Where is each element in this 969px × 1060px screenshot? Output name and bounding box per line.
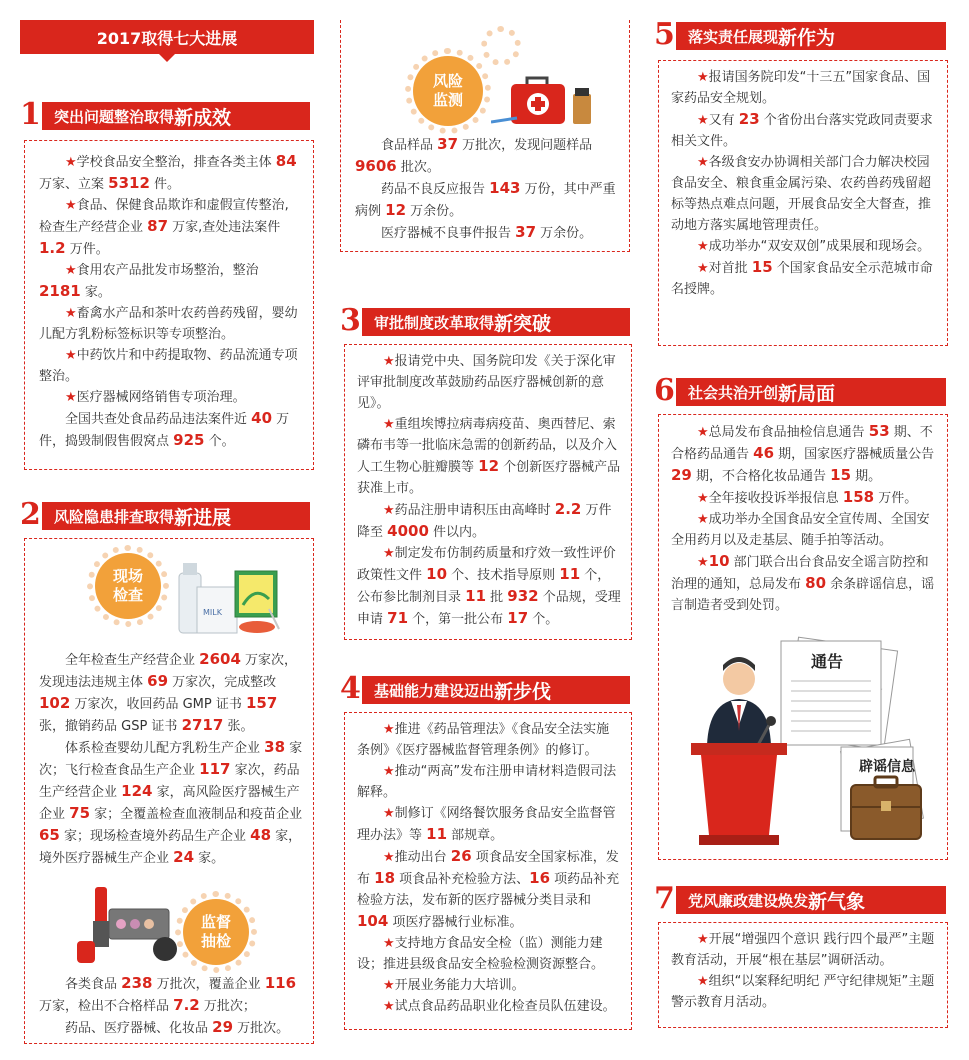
highlight-number: 69	[147, 672, 169, 690]
paragraph	[357, 933, 621, 975]
section-4-text	[357, 719, 621, 1017]
highlight-number: 10	[426, 565, 448, 583]
star-icon: ★	[697, 932, 709, 947]
section-title-prefix: 党风廉政建设焕发	[688, 891, 809, 910]
paragraph	[671, 421, 937, 487]
text-segment: 全年接收投诉举报信息	[708, 491, 843, 506]
highlight-number: 65	[39, 826, 60, 844]
highlight-number: 158	[842, 488, 875, 506]
highlight-number: 37	[515, 223, 537, 241]
text-segment: 医疗器械网络销售专项治理。	[76, 390, 246, 405]
tonggao-label: 通告	[811, 652, 844, 671]
paragraph	[39, 973, 305, 1017]
highlight-number: 16	[529, 869, 551, 887]
text-segment: 件。	[149, 177, 181, 192]
section-1-box	[24, 140, 314, 470]
text-segment: 万件。	[874, 491, 918, 506]
text-segment: 个，第一批公布	[408, 612, 508, 627]
paragraph	[39, 387, 301, 408]
highlight-number: 102	[39, 694, 71, 712]
text-segment: 期，国家医疗器械质量公告	[774, 447, 935, 462]
section-5-text	[671, 67, 937, 300]
highlight-number: 104	[357, 912, 389, 930]
highlight-number: 2181	[39, 282, 81, 300]
highlight-number: 40	[251, 409, 273, 427]
section-title-prefix: 审批制度改革取得	[374, 313, 495, 332]
paragraph	[357, 499, 621, 543]
text-segment: 期、不合格药品通告	[671, 425, 933, 462]
text-segment: 畜禽水产品和茶叶农药兽药残留，婴幼儿配方乳粉标签标识等专项整治。	[39, 306, 298, 342]
text-segment: 余条辟谣信息，谣言制造者受到处罚。	[671, 577, 935, 613]
star-icon: ★	[697, 113, 709, 128]
paragraph	[671, 487, 937, 509]
text-segment: 万家次，收回药品 GMP 证书	[70, 697, 246, 712]
highlight-number: 925	[173, 431, 205, 449]
text-segment: 万家次，完成整改	[168, 675, 277, 690]
text-segment: 期。	[851, 469, 882, 484]
section-3-box	[344, 344, 632, 640]
text-segment: 批	[486, 590, 508, 605]
text-segment: 食用农产品批发市场整治，整治	[76, 263, 259, 278]
section-5-box	[658, 60, 948, 346]
star-icon: ★	[383, 417, 395, 432]
text-segment: 家次，药品生产经营企业	[39, 763, 300, 800]
star-icon: ★	[697, 491, 709, 506]
highlight-number: 29	[671, 466, 692, 484]
star-icon: ★	[65, 390, 77, 405]
text-segment: 万批次，发现问题样品	[458, 138, 593, 153]
text-segment: 药品不良反应报告	[381, 182, 490, 197]
section-number: 7	[654, 881, 675, 916]
text-segment: 推动“两高”发布注册申请材料造假司法解释。	[357, 764, 617, 800]
section-4-header	[340, 671, 630, 706]
text-segment: 重组埃博拉病毒病疫苗、奥西替尼、索磷布韦等一批临床急需的创新药品，以及介入人工生物心脏瓣膜等	[357, 417, 618, 475]
paragraph	[671, 257, 937, 300]
highlight-number: 4000	[387, 522, 429, 540]
risk-monitoring-text	[355, 134, 621, 244]
text-segment: 成功举办全国食品安全宣传周、全国安全用药月以及走基层、随手拍等活动。	[671, 512, 930, 548]
section-title-prefix: 风险隐患排查取得	[54, 507, 175, 526]
star-icon: ★	[383, 978, 395, 993]
text-segment: 万件降至	[357, 503, 612, 540]
star-icon: ★	[383, 806, 395, 821]
section-number: 3	[340, 303, 361, 338]
paragraph	[39, 151, 301, 195]
paragraph	[671, 971, 937, 1013]
text-segment: 万件。	[65, 242, 109, 257]
text-segment: 成功举办“双安双创”成果展和现场会。	[708, 239, 931, 254]
text-segment: 万家次，发现违法违规主体	[39, 653, 298, 690]
star-icon: ★	[65, 198, 77, 213]
section-7-box	[658, 922, 948, 1028]
star-icon: ★	[697, 70, 709, 85]
main-banner	[20, 20, 314, 54]
text-segment: 件以内。	[428, 525, 486, 540]
paragraph	[39, 1017, 305, 1039]
section-2-box	[24, 538, 314, 1044]
paragraph	[355, 178, 621, 222]
highlight-number: 5312	[108, 174, 150, 192]
highlight-number: 46	[753, 444, 775, 462]
text-segment: 个品规，受理申请	[357, 590, 621, 627]
paragraph	[355, 222, 621, 244]
section-7-text	[671, 929, 937, 1013]
text-segment: 万件，捣毁制假售假窝点	[39, 412, 290, 449]
text-segment: 家，境外医疗器械生产企业	[39, 829, 302, 866]
section-title-bar	[362, 676, 630, 704]
text-segment: 万份，其中严重病例	[355, 182, 616, 219]
section-number: 1	[20, 97, 41, 132]
section-title-bar	[42, 502, 310, 530]
highlight-number: 38	[264, 738, 286, 756]
highlight-number: 18	[374, 869, 396, 887]
paragraph	[671, 152, 937, 236]
paragraph	[39, 649, 305, 737]
text-segment: 推进《药品管理法》《食品安全法实施条例》《医疗器械监督管理条例》的修订。	[357, 722, 610, 758]
star-icon: ★	[697, 512, 709, 527]
text-segment: 项食品安全国家标准，发布	[357, 850, 619, 887]
section-number: 2	[20, 497, 41, 532]
text-segment: 开展“增强四个意识 践行四个最严”主题教育活动，开展“根在基层”调研活动。	[671, 932, 935, 968]
section-1-text	[39, 151, 301, 452]
text-segment: 体系检查婴幼儿配方乳粉生产企业	[65, 741, 265, 756]
highlight-number: 75	[69, 804, 91, 822]
text-segment: 医疗器械不良事件报告	[381, 226, 516, 241]
paragraph	[357, 761, 621, 803]
text-segment: 万家、立案	[39, 177, 109, 192]
cosmetics-illustration	[77, 879, 187, 969]
jiandu-badge	[183, 899, 249, 965]
text-segment: 张，撤销药品 GSP 证书	[39, 719, 182, 734]
star-icon: ★	[383, 722, 395, 737]
highlight-number: 238	[121, 974, 153, 992]
section-2-text-inspection	[39, 649, 305, 869]
press-release-illustration	[681, 635, 937, 857]
star-icon: ★	[65, 155, 77, 170]
text-segment: 试点食品药品职业化检查员队伍建设。	[394, 999, 616, 1014]
highlight-number: 48	[250, 826, 272, 844]
xianchang-badge	[95, 553, 161, 619]
text-segment: 项药品补充检验方法，发布新的医疗器械分类目录和	[357, 872, 620, 908]
text-segment: 家；现场检查境外药品生产企业	[59, 829, 251, 844]
highlight-number: 157	[245, 694, 278, 712]
text-segment: 个。	[204, 434, 235, 449]
section-6-text	[671, 421, 937, 616]
highlight-number: 1.2	[39, 239, 66, 257]
text-segment: 项医疗器械行业标准。	[388, 915, 523, 930]
text-segment: 中药饮片和中药提取物、药品流通专项整治。	[39, 348, 298, 384]
highlight-number: 143	[489, 179, 521, 197]
text-segment: 开展业务能力大培训。	[394, 978, 525, 993]
paragraph	[357, 543, 621, 630]
section-3-text	[357, 351, 621, 630]
paragraph	[357, 975, 621, 996]
text-segment: 个，公布参比制剂目录	[357, 568, 611, 605]
text-segment: 报请党中央、国务院印发《关于深化审评审批制度改革鼓励药品医疗器械创新的意见》。	[357, 354, 616, 411]
badge-label: 风险监测	[432, 72, 463, 109]
star-icon: ★	[383, 850, 395, 865]
milk-box-text: MILK	[203, 608, 222, 617]
star-icon: ★	[697, 555, 709, 570]
star-icon: ★	[383, 546, 395, 561]
text-segment: 又有	[708, 113, 739, 128]
highlight-number: 10	[708, 552, 730, 570]
paragraph	[357, 996, 621, 1017]
section-6-header	[654, 373, 946, 408]
text-segment: 家。	[80, 285, 111, 300]
text-segment: 项食品补充检验方法、	[395, 872, 530, 887]
text-segment: 制修订《网络餐饮服务食品安全监督管理办法》等	[357, 806, 616, 843]
highlight-number: 9606	[355, 157, 397, 175]
text-segment: 万家，检出不合格样品	[39, 999, 174, 1014]
fengxian-badge	[413, 56, 483, 126]
text-segment: 张。	[223, 719, 254, 734]
text-segment: 万余份。	[536, 226, 593, 241]
paragraph	[357, 846, 621, 933]
text-segment: 学校食品安全整治，排查各类主体	[76, 155, 276, 170]
text-segment: 万余份。	[406, 204, 463, 219]
star-icon: ★	[65, 306, 77, 321]
text-segment: 万批次。	[233, 1021, 290, 1036]
section-title-bar	[676, 886, 946, 914]
text-segment: 组织“以案释纪明纪 严守纪律规矩”主题警示教育月活动。	[671, 974, 935, 1010]
paragraph	[357, 803, 621, 846]
section-title-emphasis: 新局面	[778, 382, 836, 405]
section-number: 4	[340, 671, 361, 706]
highlight-number: 84	[275, 152, 297, 170]
text-segment: 支持地方食品安全检（监）测能力建设；推进县级食品安全检验检测资源整合。	[357, 936, 605, 972]
paragraph	[671, 236, 937, 257]
section-title-bar	[676, 378, 946, 406]
star-icon: ★	[697, 239, 709, 254]
highlight-number: 23	[738, 110, 760, 128]
text-segment: 万批次，覆盖企业	[152, 977, 265, 992]
highlight-number: 2717	[181, 716, 224, 734]
section-title-emphasis: 新进展	[174, 506, 232, 529]
section-title-bar	[676, 22, 946, 50]
section-title-emphasis: 新突破	[494, 312, 552, 335]
text-segment: 制定发布仿制药质量和疗效一致性评价政策性文件	[357, 546, 616, 583]
text-segment: 家，高风险医疗器械生产企业	[39, 785, 300, 822]
text-segment: 家；全覆盖检查血液制品和疫苗企业	[90, 807, 303, 822]
text-segment: 部规章。	[447, 828, 504, 843]
star-icon: ★	[383, 503, 395, 518]
highlight-number: 87	[147, 217, 169, 235]
text-segment: 药品、医疗器械、化妆品	[65, 1021, 213, 1036]
section-2-text-sampling	[39, 973, 305, 1039]
highlight-number: 80	[805, 574, 827, 592]
text-segment: 药品注册申请积压由高峰时	[394, 503, 555, 518]
highlight-number: 17	[507, 609, 529, 627]
highlight-number: 11	[559, 565, 581, 583]
highlight-number: 15	[751, 258, 773, 276]
section-3-header	[340, 303, 630, 338]
highlight-number: 7.2	[173, 996, 200, 1014]
section-title-prefix: 社会共治开创	[688, 383, 779, 402]
paragraph	[671, 551, 937, 616]
highlight-number: 2604	[199, 650, 241, 668]
text-segment: 报请国务院印发“十三五”国家食品、国家药品安全规划。	[671, 70, 931, 106]
highlight-number: 12	[385, 201, 407, 219]
section-title-emphasis: 新步伐	[494, 680, 552, 703]
text-segment: 食品、保健食品欺诈和虚假宣传整治,检查生产经营企业	[39, 198, 289, 235]
star-icon: ★	[697, 974, 709, 989]
section-title-bar	[362, 308, 630, 336]
paragraph	[39, 737, 305, 869]
text-segment: 个国家食品安全示范城市命名授牌。	[671, 261, 933, 297]
section-2-header	[20, 497, 310, 532]
section-1-header	[20, 97, 310, 132]
text-segment: 万家,查处违法案件	[168, 220, 281, 235]
text-segment: 各级食安办协调相关部门合力解决校园食品安全、粮食重金属污染、农药兽药残留超标等热点难点问题，开展食品安全大督查，推动地方落实属地管理责任。	[671, 155, 932, 233]
highlight-number: 71	[387, 609, 409, 627]
paragraph	[671, 509, 937, 551]
star-icon: ★	[697, 425, 709, 440]
section-title-prefix: 突出问题整治取得	[54, 107, 175, 126]
highlight-number: 124	[121, 782, 153, 800]
paragraph	[357, 719, 621, 761]
highlight-number: 11	[426, 825, 448, 843]
highlight-number: 29	[212, 1018, 234, 1036]
paragraph	[357, 414, 621, 499]
section-number: 5	[654, 17, 675, 52]
highlight-number: 12	[478, 457, 500, 475]
text-segment: 总局发布食品抽检信息通告	[708, 425, 869, 440]
highlight-number: 2.2	[554, 500, 582, 518]
text-segment: 个创新医疗器械产品获准上市。	[357, 460, 621, 496]
star-icon: ★	[697, 261, 709, 276]
milk-products-illustration	[173, 559, 283, 639]
section-title-prefix: 落实责任展现	[688, 27, 779, 46]
text-segment: 个省份出台落实党政同责要求相关文件。	[671, 113, 933, 149]
star-icon: ★	[65, 263, 77, 278]
text-segment: 推动出台	[394, 850, 451, 865]
highlight-number: 24	[173, 848, 195, 866]
paragraph	[671, 67, 937, 109]
highlight-number: 15	[830, 466, 852, 484]
section-title-bar	[42, 102, 310, 130]
text-segment: 万批次；	[199, 999, 256, 1014]
section-title-emphasis: 新成效	[174, 106, 232, 129]
text-segment: 个。	[528, 612, 559, 627]
main-banner-title: 2017取得七大进展	[96, 28, 238, 48]
risk-monitoring-box	[340, 20, 630, 252]
highlight-number: 11	[465, 587, 487, 605]
star-icon: ★	[383, 936, 395, 951]
text-segment: 对首批	[708, 261, 752, 276]
section-4-box	[344, 712, 632, 1030]
highlight-number: 37	[437, 135, 459, 153]
paragraph	[357, 351, 621, 414]
text-segment: 部门联合出台食品安全谣言防控和治理的通知，总局发布	[671, 555, 929, 592]
paragraph	[39, 260, 301, 303]
text-segment: 家次；飞行检查食品生产企业	[39, 741, 303, 778]
first-aid-kit-illustration	[491, 60, 611, 136]
text-segment: 批次。	[396, 160, 440, 175]
section-title-emphasis: 新气象	[808, 890, 866, 913]
section-title-emphasis: 新作为	[778, 26, 836, 49]
section-6-box	[658, 414, 948, 860]
star-icon: ★	[383, 764, 395, 779]
paragraph	[355, 134, 621, 178]
paragraph	[39, 303, 301, 345]
section-number: 6	[654, 373, 675, 408]
paragraph	[671, 929, 937, 971]
text-segment: 全年检查生产经营企业	[65, 653, 200, 668]
paragraph	[671, 109, 937, 152]
paragraph	[39, 408, 301, 452]
section-5-header	[654, 17, 946, 52]
text-segment: 食品样品	[381, 138, 438, 153]
highlight-number: 117	[199, 760, 231, 778]
badge-label: 监督抽检	[200, 913, 231, 950]
section-title-prefix: 基础能力建设迈出	[374, 681, 495, 700]
text-segment: 各类食品	[65, 977, 122, 992]
highlight-number: 116	[264, 974, 297, 992]
highlight-number: 53	[868, 422, 890, 440]
highlight-number: 932	[507, 587, 539, 605]
star-icon: ★	[697, 155, 709, 170]
highlight-number: 26	[450, 847, 472, 865]
star-icon: ★	[383, 999, 395, 1014]
text-segment: 家。	[194, 851, 225, 866]
paragraph	[39, 345, 301, 387]
text-segment: 个、技术指导原则	[447, 568, 560, 583]
paragraph	[39, 195, 301, 260]
badge-label: 现场检查	[112, 567, 143, 604]
piyao-label: 辟谣信息	[859, 759, 915, 775]
star-icon: ★	[65, 348, 77, 363]
section-7-header	[654, 881, 946, 916]
text-segment: 全国共查处食品药品违法案件近	[65, 412, 252, 427]
text-segment: 期，不合格化妆品通告	[691, 469, 831, 484]
star-icon: ★	[383, 354, 395, 369]
